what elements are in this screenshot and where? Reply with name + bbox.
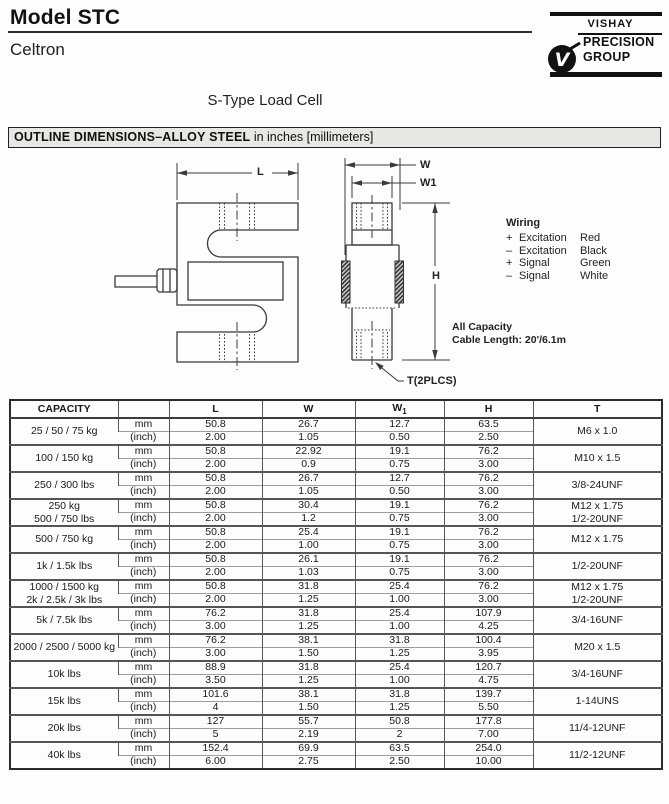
value-cell: 3.00 [444,540,533,554]
dim-label-w: W [420,159,431,171]
dim-label-h: H [432,270,440,282]
value-cell: 1.00 [355,621,444,635]
value-cell: 2.50 [355,756,444,770]
dimension-lines [177,158,450,381]
thread-cell: M6 x 1.0 [533,418,662,445]
value-cell: 1.03 [262,567,355,581]
unit-cell: mm [118,661,169,675]
unit-cell: mm [118,499,169,513]
value-cell: 6.00 [169,756,262,770]
logo-group-text: GROUP [583,50,631,64]
value-cell: 76.2 [444,526,533,540]
unit-cell: (inch) [118,459,169,473]
table-row [10,661,662,675]
thread-cell: 1-14UNS [533,688,662,715]
value-cell: 177.8 [444,715,533,729]
table-header-row [10,400,662,418]
value-cell: 254.0 [444,742,533,756]
value-cell: 1.05 [262,432,355,446]
value-cell: 50.8 [169,526,262,540]
unit-cell: (inch) [118,567,169,581]
value-cell: 2.19 [262,729,355,743]
value-cell: 3.00 [444,513,533,527]
dim-label-l: L [257,166,264,178]
capacity-cell: 250 / 300 lbs [10,472,118,499]
logo-vishay-text: VISHAY [587,18,634,30]
wiring-name: Signal [519,269,550,282]
rubber-boot-hatch [342,261,404,303]
value-cell: 5 [169,729,262,743]
table-row [10,634,662,648]
thread-cell: 1/2-20UNF [533,553,662,580]
col-header-w: W [262,400,355,418]
value-cell: 0.9 [262,459,355,473]
capacity-cell: 1k / 1.5k lbs [10,553,118,580]
value-cell: 25.4 [355,607,444,621]
value-cell: 50.8 [169,499,262,513]
value-cell: 1.2 [262,513,355,527]
value-cell: 2.00 [169,567,262,581]
dimensions-table-body [10,418,662,769]
value-cell: 0.75 [355,513,444,527]
thread-cell: M12 x 1.75 1/2-20UNF [533,580,662,607]
side-view-body [115,203,298,362]
value-cell: 120.7 [444,661,533,675]
wiring-color: Red [580,232,601,244]
logo-v-icon [546,32,586,72]
value-cell: 69.9 [262,742,355,756]
unit-cell: (inch) [118,756,169,770]
col-header-capacity: CAPACITY [10,400,118,418]
capacity-cell: 20k lbs [10,715,118,742]
logo-precision-text: PRECISION [583,35,655,49]
table-row [10,715,662,729]
col-header-t: T [533,400,662,418]
thread-cell: M10 x 1.5 [533,445,662,472]
value-cell: 31.8 [355,634,444,648]
capacity-cell: 15k lbs [10,688,118,715]
value-cell: 0.50 [355,486,444,500]
capacity-cell: 1000 / 1500 kg 2k / 2.5k / 3k lbs [10,580,118,607]
unit-cell: (inch) [118,513,169,527]
value-cell: 0.75 [355,459,444,473]
value-cell: 26.7 [262,418,355,432]
value-cell: 100.4 [444,634,533,648]
value-cell: 76.2 [169,607,262,621]
value-cell: 76.2 [444,472,533,486]
value-cell: 1.00 [355,594,444,608]
table-row [10,580,662,594]
capacity-cell: 40k lbs [10,742,118,769]
wiring-row [506,270,611,283]
value-cell: 55.7 [262,715,355,729]
value-cell: 2.00 [169,513,262,527]
value-cell: 76.2 [444,553,533,567]
dim-label-w1: W1 [420,177,437,189]
value-cell: 1.25 [262,675,355,689]
value-cell: 2.50 [444,432,533,446]
value-cell: 152.4 [169,742,262,756]
wiring-title: Wiring [506,217,541,229]
capacity-cell: 25 / 50 / 75 kg [10,418,118,445]
wiring-sign: + [506,232,513,244]
section-header [8,127,661,148]
value-cell: 50.8 [169,445,262,459]
unit-cell: (inch) [118,621,169,635]
value-cell: 38.1 [262,688,355,702]
capacity-cell: 500 / 750 kg [10,526,118,553]
value-cell: 50.8 [169,580,262,594]
vishay-precision-group-logo [550,10,662,78]
value-cell: 63.5 [355,742,444,756]
value-cell: 50.8 [169,418,262,432]
unit-cell: mm [118,553,169,567]
thread-cell: 3/4-16UNF [533,607,662,634]
value-cell: 2.75 [262,756,355,770]
thread-cell: M20 x 1.5 [533,634,662,661]
value-cell: 2.00 [169,459,262,473]
wiring-sign: + [506,257,513,270]
value-cell: 3.00 [444,486,533,500]
value-cell: 26.1 [262,553,355,567]
value-cell: 22.92 [262,445,355,459]
value-cell: 2.00 [169,432,262,446]
table-row [10,499,662,513]
title-divider [8,31,532,33]
value-cell: 26.7 [262,472,355,486]
unit-cell: mm [118,445,169,459]
unit-cell: mm [118,526,169,540]
value-cell: 31.8 [262,607,355,621]
value-cell: 3.00 [444,459,533,473]
value-cell: 3.50 [169,675,262,689]
value-cell: 25.4 [355,580,444,594]
section-title-bold: OUTLINE DIMENSIONS–ALLOY STEEL [14,130,251,144]
thread-cell: M12 x 1.75 [533,526,662,553]
thread-cell: 3/8-24UNF [533,472,662,499]
wiring-rows [506,232,611,282]
value-cell: 10.00 [444,756,533,770]
logo-bottom-bar [550,72,662,77]
value-cell: 31.8 [262,661,355,675]
wiring-name: Excitation [519,244,567,257]
col-header-h: H [444,400,533,418]
unit-cell: mm [118,634,169,648]
value-cell: 0.50 [355,432,444,446]
wiring-color: White [580,269,609,282]
unit-cell: (inch) [118,594,169,608]
value-cell: 1.00 [355,675,444,689]
thread-dotted-lines [220,203,398,361]
value-cell: 5.50 [444,702,533,716]
wiring-row [506,245,611,258]
value-cell: 12.7 [355,472,444,486]
wiring-legend [506,217,611,282]
svg-text:V: V [554,49,570,71]
capacity-cell: 2000 / 2500 / 5000 kg [10,634,118,661]
value-cell: 1.25 [355,702,444,716]
table-row [10,472,662,486]
value-cell: 127 [169,715,262,729]
unit-cell: mm [118,688,169,702]
value-cell: 1.50 [262,648,355,662]
value-cell: 2.00 [169,540,262,554]
capacity-cell: 10k lbs [10,661,118,688]
value-cell: 30.4 [262,499,355,513]
value-cell: 4.75 [444,675,533,689]
unit-cell: mm [118,580,169,594]
table-row [10,607,662,621]
value-cell: 7.00 [444,729,533,743]
capacity-cell: 250 kg 500 / 750 lbs [10,499,118,526]
value-cell: 1.50 [262,702,355,716]
wiring-row [506,232,611,245]
value-cell: 2.00 [169,594,262,608]
value-cell: 3.00 [169,621,262,635]
value-cell: 25.4 [355,661,444,675]
capacity-cell: 5k / 7.5k lbs [10,607,118,634]
thread-cell: 11/4-12UNF [533,715,662,742]
unit-cell: (inch) [118,486,169,500]
value-cell: 31.8 [355,688,444,702]
value-cell: 1.05 [262,486,355,500]
value-cell: 38.1 [262,634,355,648]
value-cell: 2.00 [169,486,262,500]
unit-cell: (inch) [118,729,169,743]
table-row [10,688,662,702]
value-cell: 25.4 [262,526,355,540]
value-cell: 3.00 [444,567,533,581]
unit-cell: (inch) [118,540,169,554]
wiring-name: Signal [519,257,550,270]
unit-cell: (inch) [118,648,169,662]
dimensions-table [9,399,663,770]
product-subtitle: S-Type Load Cell [207,92,323,109]
value-cell: 50.8 [169,472,262,486]
value-cell: 76.2 [444,445,533,459]
col-header-unit [118,400,169,418]
thread-callout-label: T(2PLCS) [407,375,457,387]
wiring-row [506,257,611,270]
wiring-name: Excitation [519,232,567,244]
value-cell: 50.8 [355,715,444,729]
value-cell: 1.25 [355,648,444,662]
value-cell: 19.1 [355,499,444,513]
value-cell: 76.2 [169,634,262,648]
wiring-sign: – [506,269,513,282]
capacity-note [452,321,566,346]
brand-name: Celtron [10,40,65,59]
value-cell: 3.95 [444,648,533,662]
value-cell: 19.1 [355,445,444,459]
value-cell: 1.00 [262,540,355,554]
page-title: Model STC [10,6,121,29]
unit-cell: mm [118,715,169,729]
value-cell: 76.2 [444,580,533,594]
table-row [10,526,662,540]
unit-cell: (inch) [118,432,169,446]
value-cell: 19.1 [355,553,444,567]
value-cell: 0.75 [355,540,444,554]
table-row [10,418,662,432]
unit-cell: mm [118,472,169,486]
value-cell: 63.5 [444,418,533,432]
value-cell: 88.9 [169,661,262,675]
wiring-color: Green [580,257,611,270]
wiring-color: Black [580,244,607,257]
value-cell: 4 [169,702,262,716]
value-cell: 50.8 [169,553,262,567]
unit-cell: mm [118,607,169,621]
value-cell: 101.6 [169,688,262,702]
value-cell: 139.7 [444,688,533,702]
wiring-sign: – [506,244,513,257]
col-header-l: L [169,400,262,418]
value-cell: 2 [355,729,444,743]
value-cell: 0.75 [355,567,444,581]
value-cell: 1.25 [262,621,355,635]
thread-cell: 3/4-16UNF [533,661,662,688]
thread-cell: 11/2-12UNF [533,742,662,769]
section-title-rest: in inches [millimeters] [250,130,374,144]
table-row [10,742,662,756]
table-row [10,553,662,567]
table-row [10,445,662,459]
value-cell: 3.00 [169,648,262,662]
capacity-cell: 100 / 150 kg [10,445,118,472]
col-header-w1: $W_1$ [355,400,444,418]
value-cell: 4.25 [444,621,533,635]
value-cell: 107.9 [444,607,533,621]
value-cell: 12.7 [355,418,444,432]
unit-cell: mm [118,742,169,756]
unit-cell: mm [118,418,169,432]
value-cell: 31.8 [262,580,355,594]
capacity-note-line1: All Capacity [452,321,513,333]
logo-top-bar [550,12,662,16]
value-cell: 76.2 [444,499,533,513]
unit-cell: (inch) [118,702,169,716]
value-cell: 19.1 [355,526,444,540]
value-cell: 1.25 [262,594,355,608]
thread-cell: M12 x 1.75 1/2-20UNF [533,499,662,526]
unit-cell: (inch) [118,675,169,689]
value-cell: 3.00 [444,594,533,608]
capacity-note-line2: Cable Length: 20'/6.1m [452,333,566,346]
